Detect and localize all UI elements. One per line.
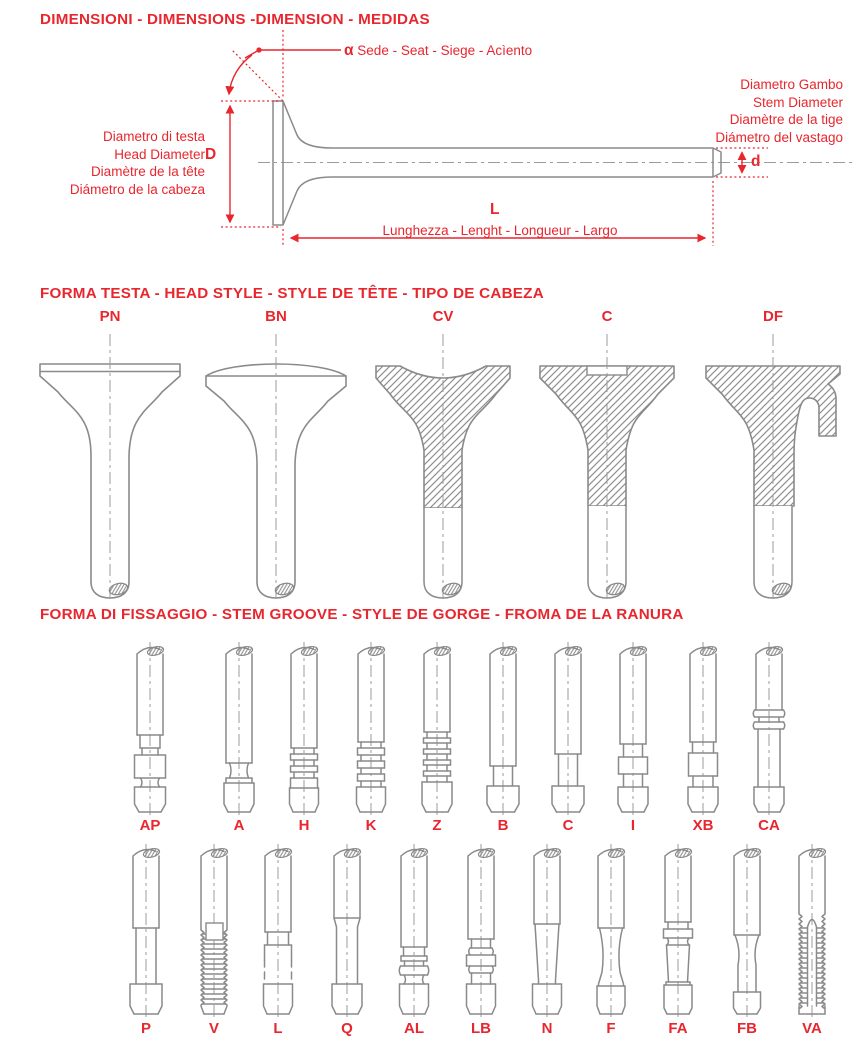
- dimension-label-line: Diámetro de la cabeza: [69, 181, 205, 197]
- alpha-symbol: α: [344, 42, 354, 59]
- stem-groove-code-LB: LB: [471, 1020, 491, 1037]
- stem-groove-code-AP: AP: [139, 817, 161, 834]
- stem-groove-figure-I: [600, 640, 666, 818]
- dimension-label-line: Diametro di testa: [102, 129, 205, 144]
- length-symbol: L: [490, 201, 500, 218]
- stem-groove-drawing-L: [245, 842, 311, 1020]
- stem-groove-code-F: F: [606, 1020, 616, 1037]
- stem-groove-code-AL: AL: [404, 1020, 424, 1037]
- seat-angle-label: [344, 42, 532, 60]
- stem-groove-figure-LB: [448, 842, 514, 1020]
- stem-groove-drawing-K: [338, 640, 404, 818]
- stem-groove-figure-F: [578, 842, 644, 1020]
- stem-groove-drawing-Q: [314, 842, 380, 1020]
- stem-groove-code-A: A: [233, 817, 245, 834]
- stem-groove-figure-K: [338, 640, 404, 818]
- stem-groove-drawing-XB: [670, 640, 736, 818]
- dimension-label-line: Diámetro del vastago: [715, 129, 843, 145]
- head-style-code-CV: CV: [432, 308, 454, 325]
- stem-groove-code-P: P: [140, 1020, 151, 1037]
- head-style-code-BN: BN: [265, 308, 287, 325]
- stem-groove-drawing-AP: [117, 640, 183, 818]
- stem-groove-figure-N: [514, 842, 580, 1020]
- stem-groove-drawing-H: [271, 640, 337, 818]
- head-style-drawing-DF: [698, 332, 848, 602]
- stem-groove-code-K: K: [365, 817, 377, 834]
- head-style-code-C: C: [601, 308, 613, 325]
- stem-groove-figure-FB: [714, 842, 780, 1020]
- stem-groove-drawing-N: [514, 842, 580, 1020]
- dimension-label-line: Stem Diameter: [752, 94, 843, 110]
- stem-groove-drawing-F: [578, 842, 644, 1020]
- head-style-figure-CV: [368, 332, 518, 602]
- stem-groove-drawing-P: [113, 842, 179, 1020]
- dimensions-title: DIMENSIONI - DIMENSIONS -DIMENSION - MEDIDAS: [40, 11, 430, 28]
- stem-groove-figure-H: [271, 640, 337, 818]
- stem-groove-figure-A: [206, 640, 272, 818]
- stem-groove-figure-Z: [404, 640, 470, 818]
- dimension-label-line: Diametro Gambo: [740, 77, 843, 92]
- leader-dot: [256, 47, 261, 52]
- stem-groove-drawing-A: [206, 640, 272, 818]
- stem-groove-figure-Q: [314, 842, 380, 1020]
- stem-groove-drawing-V: [181, 842, 247, 1020]
- head-styles-title: FORMA TESTA - HEAD STYLE - STYLE DE TÊTE - TIPO DE CABEZA: [40, 285, 544, 302]
- stem-groove-code-N: N: [541, 1020, 553, 1037]
- stem-groove-drawing-FB: [714, 842, 780, 1020]
- dimension-label-line: Head Diameter: [114, 146, 205, 162]
- stem-groove-drawing-CA: [736, 640, 802, 818]
- stem-groove-code-V: V: [208, 1020, 219, 1037]
- stem-groove-code-XB: XB: [692, 817, 714, 834]
- stem-groove-figure-AL: [381, 842, 447, 1020]
- stem-groove-code-FA: FA: [668, 1020, 688, 1037]
- head-style-figure-PN: [35, 332, 185, 602]
- stem-groove-code-Q: Q: [341, 1020, 353, 1037]
- stem-groove-drawing-FA: [645, 842, 711, 1020]
- stem-groove-code-L: L: [273, 1020, 283, 1037]
- head-style-figure-DF: [698, 332, 848, 602]
- stem-groove-drawing-VA: [779, 842, 845, 1020]
- head-style-code-PN: PN: [99, 308, 121, 325]
- head-diameter-label: [70, 128, 205, 198]
- stem-groove-code-B: B: [497, 817, 509, 834]
- length-label: Lunghezza - Lenght - Longueur - Largo: [382, 223, 618, 238]
- head-style-code-DF: DF: [763, 308, 783, 325]
- stem-groove-code-FB: FB: [737, 1020, 757, 1037]
- head-style-figure-BN: [201, 332, 351, 602]
- dimension-label-line: Diamètre de la tige: [729, 112, 843, 127]
- stem-groove-figure-AP: [117, 640, 183, 818]
- stem-groove-figure-B: [470, 640, 536, 818]
- stem-grooves-title: FORMA DI FISSAGGIO - STEM GROOVE - STYLE DE GORGE - FROMA DE LA RANURA: [40, 606, 684, 623]
- stem-groove-code-CA: CA: [758, 817, 780, 834]
- head-style-drawing-CV: [368, 332, 518, 602]
- stem-groove-drawing-C: [535, 640, 601, 818]
- head-style-figure-C: [532, 332, 682, 602]
- stem-groove-drawing-AL: [381, 842, 447, 1020]
- head-style-drawing-BN: [201, 332, 351, 602]
- stem-groove-code-VA: VA: [802, 1020, 822, 1037]
- stem-groove-drawing-Z: [404, 640, 470, 818]
- stem-groove-code-Z: Z: [432, 817, 442, 834]
- head-style-drawing-C: [532, 332, 682, 602]
- seat-angle-text: Sede - Seat - Siege - Acìento: [357, 43, 533, 58]
- stem-groove-drawing-LB: [448, 842, 514, 1020]
- stem-groove-figure-VA: [779, 842, 845, 1020]
- stem-groove-drawing-I: [600, 640, 666, 818]
- stem-groove-figure-L: [245, 842, 311, 1020]
- head-diameter-symbol: D: [205, 146, 217, 163]
- stem-groove-figure-CA: [736, 640, 802, 818]
- stem-groove-code-H: H: [298, 817, 310, 834]
- dimension-label-line: Diamètre de la tête: [90, 164, 205, 179]
- stem-groove-code-C: C: [562, 817, 574, 834]
- stem-diameter-symbol: d: [751, 153, 761, 170]
- stem-groove-figure-FA: [645, 842, 711, 1020]
- head-style-drawing-PN: [35, 332, 185, 602]
- stem-groove-code-I: I: [630, 817, 636, 834]
- stem-groove-figure-C: [535, 640, 601, 818]
- stem-groove-figure-V: [181, 842, 247, 1020]
- stem-groove-drawing-B: [470, 640, 536, 818]
- stem-groove-figure-P: [113, 842, 179, 1020]
- stem-groove-figure-XB: [670, 640, 736, 818]
- stem-diameter-label: [715, 76, 843, 146]
